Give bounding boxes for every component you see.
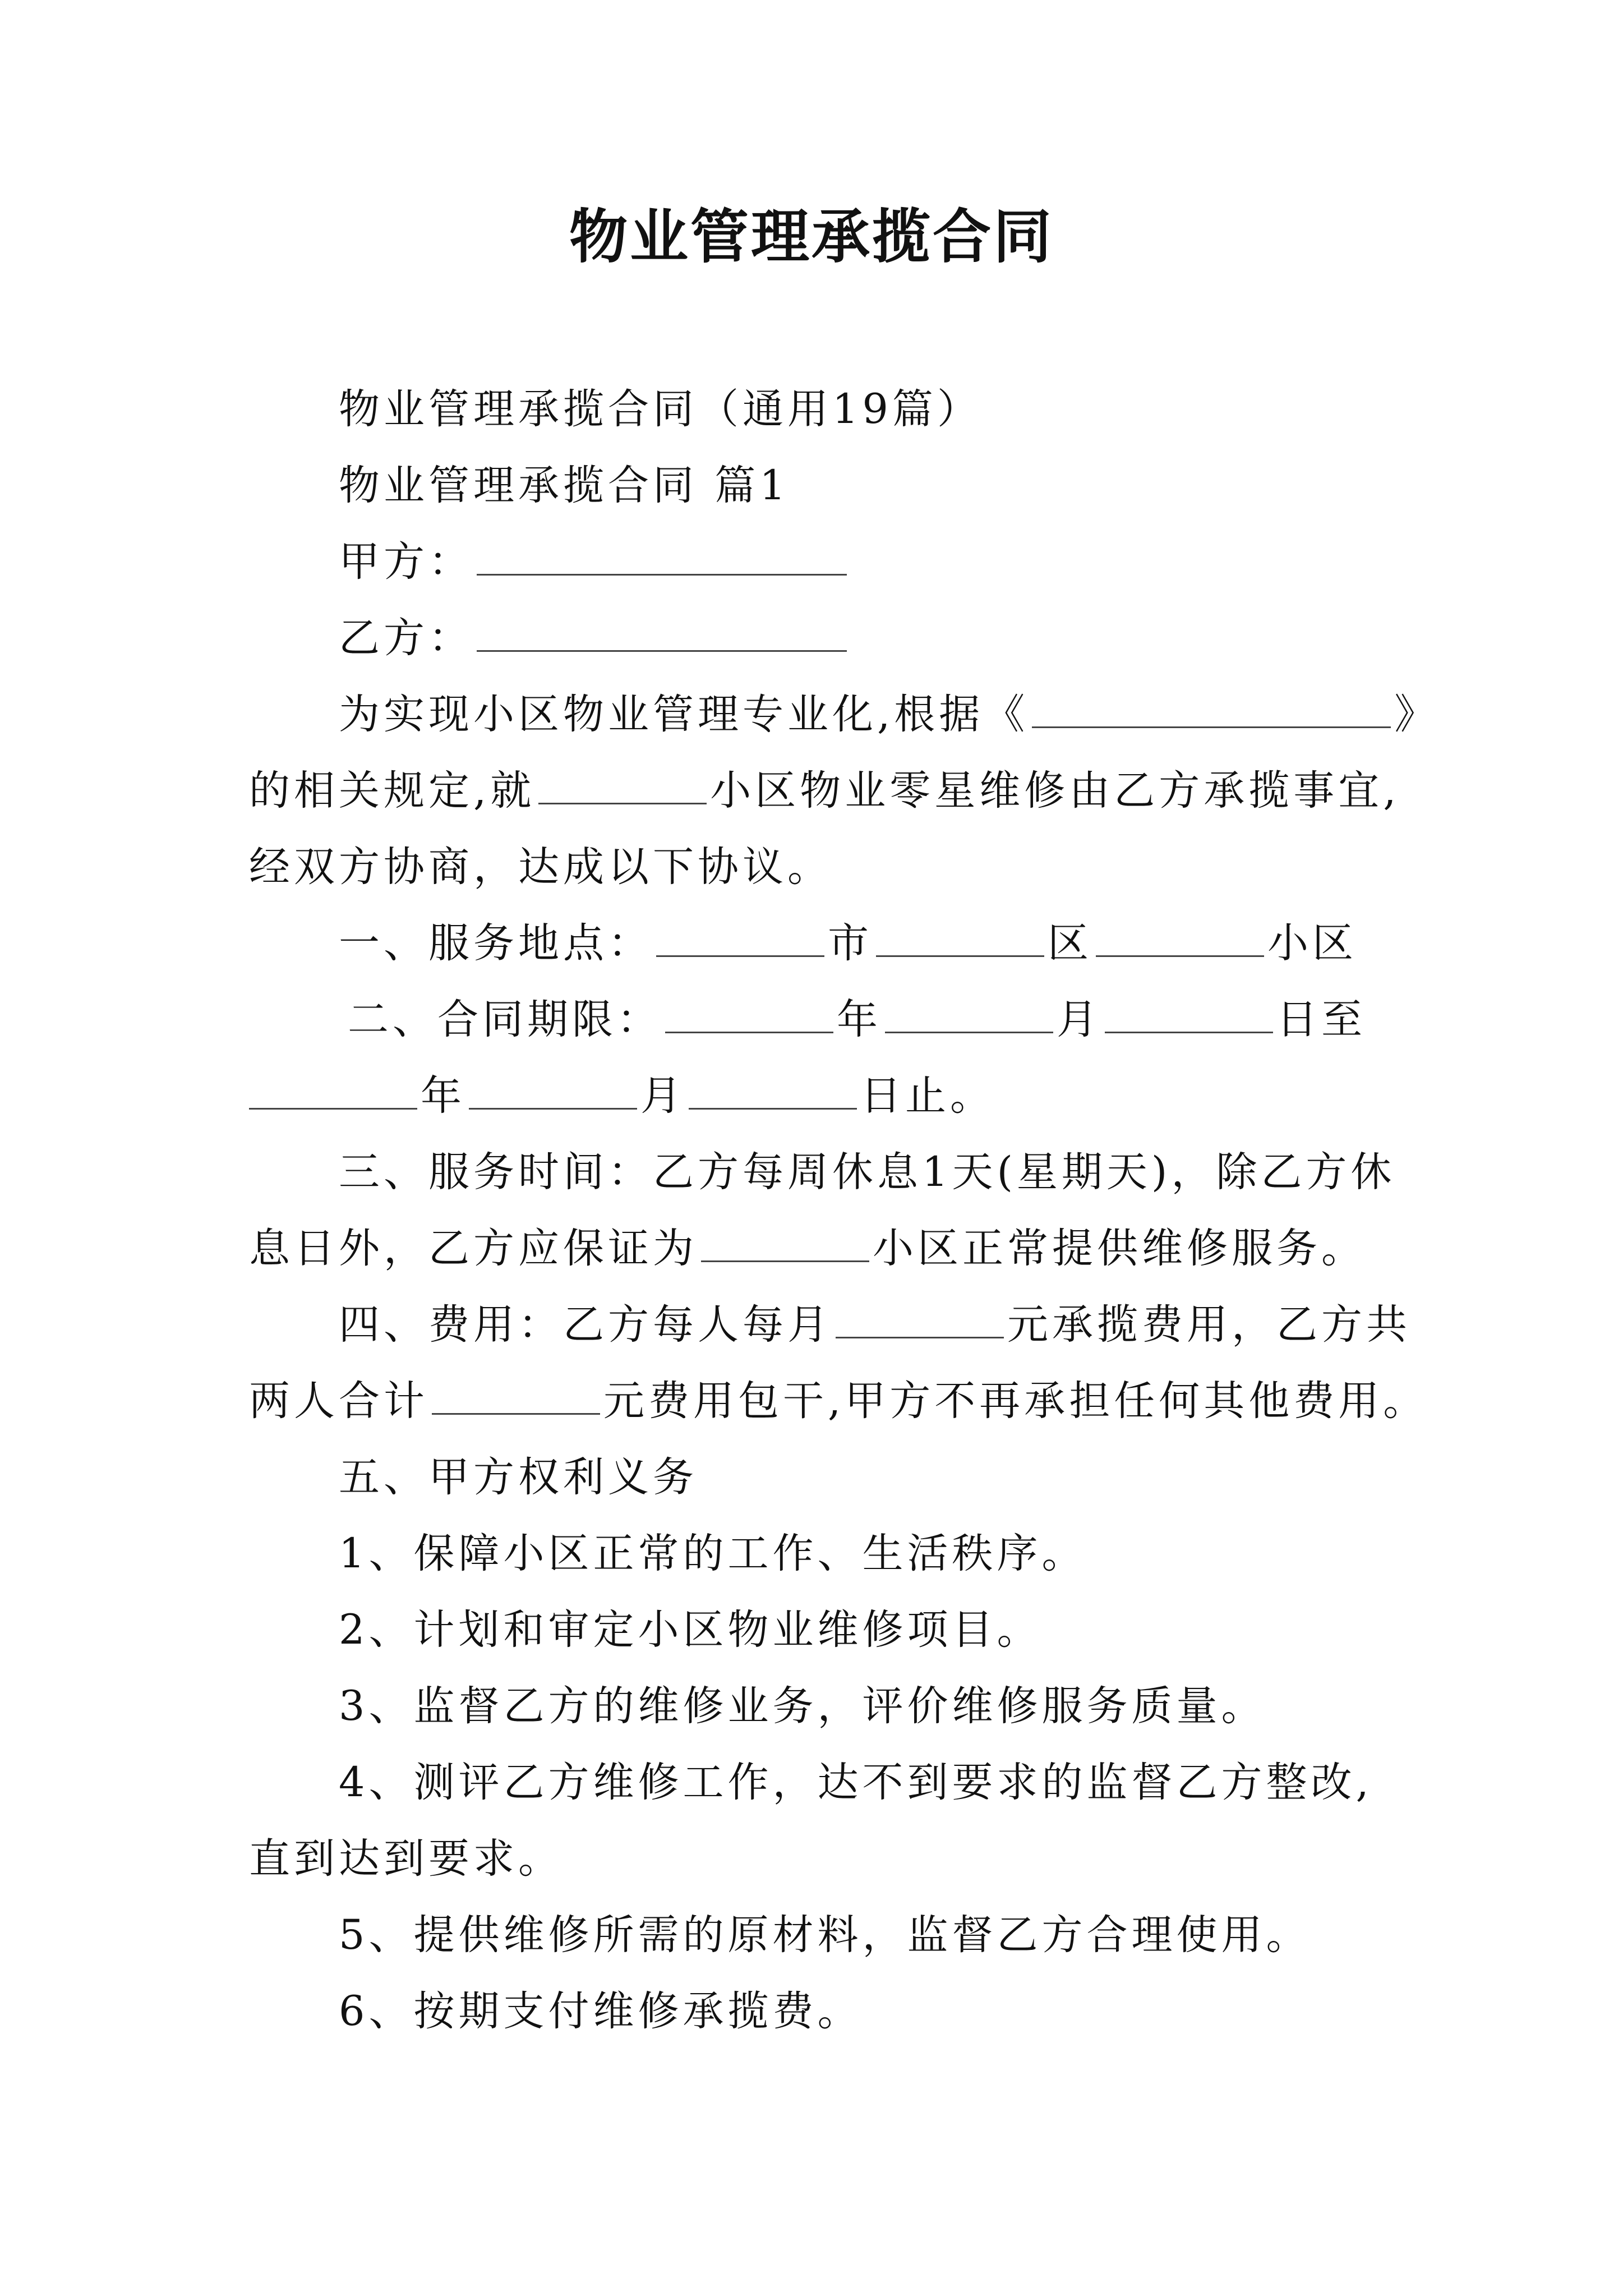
end-day-blank bbox=[689, 1069, 857, 1110]
clause-text: 小区正常提供维修服务。 bbox=[873, 1225, 1366, 1272]
community-blank bbox=[538, 763, 707, 804]
clause-text: 市 bbox=[828, 919, 873, 967]
start-month-blank bbox=[885, 992, 1053, 1033]
clause-text: 息日外，乙方应保证为 bbox=[249, 1225, 698, 1272]
list-item: 2、计划和审定小区物业维修项目。 bbox=[339, 1606, 1042, 1654]
clause-text: 四、费用：乙方每人每月 bbox=[339, 1301, 832, 1349]
clause-text: 区 bbox=[1048, 919, 1092, 967]
clause-text: 年 bbox=[421, 1072, 465, 1120]
party-a-label: 甲方： bbox=[339, 538, 473, 586]
clause-text: 月 bbox=[1057, 996, 1101, 1043]
clause-text: 小区 bbox=[1267, 919, 1357, 967]
monthly-fee-blank bbox=[836, 1297, 1004, 1338]
district-blank bbox=[876, 916, 1044, 957]
clause-text: 年 bbox=[837, 996, 882, 1043]
intro-line-2 bbox=[249, 753, 1400, 829]
intro-text: 小区物业零星维修由乙方承揽事宜, bbox=[710, 767, 1400, 815]
start-year-blank bbox=[665, 992, 833, 1033]
list-item: 1、保障小区正常的工作、生活秩序。 bbox=[339, 1530, 1087, 1577]
party-b-line bbox=[249, 600, 1393, 677]
clause-text: 月 bbox=[640, 1072, 685, 1120]
clause-4-line-2 bbox=[249, 1363, 1428, 1439]
list-item-continuation: 直到达到要求。 bbox=[249, 1835, 563, 1883]
regulation-blank bbox=[1032, 687, 1391, 728]
intro-line-3: 经双方协商，达成以下协议。 bbox=[249, 843, 832, 891]
clause-3-line-1: 三、服务时间：乙方每周休息1天(星期天)，除乙方休 bbox=[339, 1148, 1396, 1196]
clause-2-line-2 bbox=[249, 1058, 1393, 1134]
service-community-blank bbox=[701, 1221, 869, 1262]
list-item: 6、按期支付维修承揽费。 bbox=[339, 1987, 863, 2035]
clause-4-line-1 bbox=[249, 1287, 1411, 1363]
clause-text: 二、合同期限： bbox=[348, 996, 662, 1043]
end-year-blank bbox=[249, 1069, 417, 1110]
clause-2-line-1 bbox=[249, 982, 1393, 1058]
clause-text: 元费用包干,甲方不再承担任何其他费用。 bbox=[603, 1377, 1428, 1425]
clause-text: 元承揽费用，乙方共 bbox=[1007, 1301, 1411, 1349]
clause-text: 日至 bbox=[1276, 996, 1366, 1043]
city-blank bbox=[656, 916, 824, 957]
party-a-blank bbox=[477, 535, 847, 576]
total-fee-blank bbox=[432, 1374, 600, 1415]
party-b-label: 乙方： bbox=[339, 614, 473, 662]
clause-1-line bbox=[249, 905, 1393, 982]
intro-text: 》 bbox=[1394, 691, 1440, 738]
clause-text: 日止。 bbox=[860, 1072, 995, 1120]
clause-text: 一、服务地点： bbox=[339, 919, 653, 967]
end-month-blank bbox=[469, 1069, 637, 1110]
document-body bbox=[249, 371, 1440, 2050]
list-item: 4、测评乙方维修工作，达不到要求的监督乙方整改, bbox=[339, 1759, 1373, 1806]
document-title: 物业管理承揽合同 bbox=[569, 202, 1054, 271]
document-subtitle: 物业管理承揽合同（通用19篇） bbox=[339, 385, 982, 433]
clause-3-line-2 bbox=[249, 1211, 1393, 1287]
community-name-blank bbox=[1096, 916, 1264, 957]
list-item: 5、提供维修所需的原材料，监督乙方合理使用。 bbox=[339, 1911, 1311, 1959]
intro-text: 的相关规定,就 bbox=[249, 767, 536, 815]
section-heading: 物业管理承揽合同 篇1 bbox=[339, 462, 790, 509]
clause-5-title: 五、甲方权利义务 bbox=[339, 1453, 698, 1501]
intro-text: 为实现小区物业管理专业化,根据《 bbox=[339, 691, 1029, 738]
clause-text: 两人合计 bbox=[249, 1377, 428, 1425]
list-item: 3、监督乙方的维修业务，评价维修服务质量。 bbox=[339, 1682, 1266, 1730]
party-a-line bbox=[249, 524, 1393, 600]
intro-line-1 bbox=[249, 677, 1440, 753]
party-b-blank bbox=[477, 611, 847, 652]
start-day-blank bbox=[1105, 992, 1273, 1033]
